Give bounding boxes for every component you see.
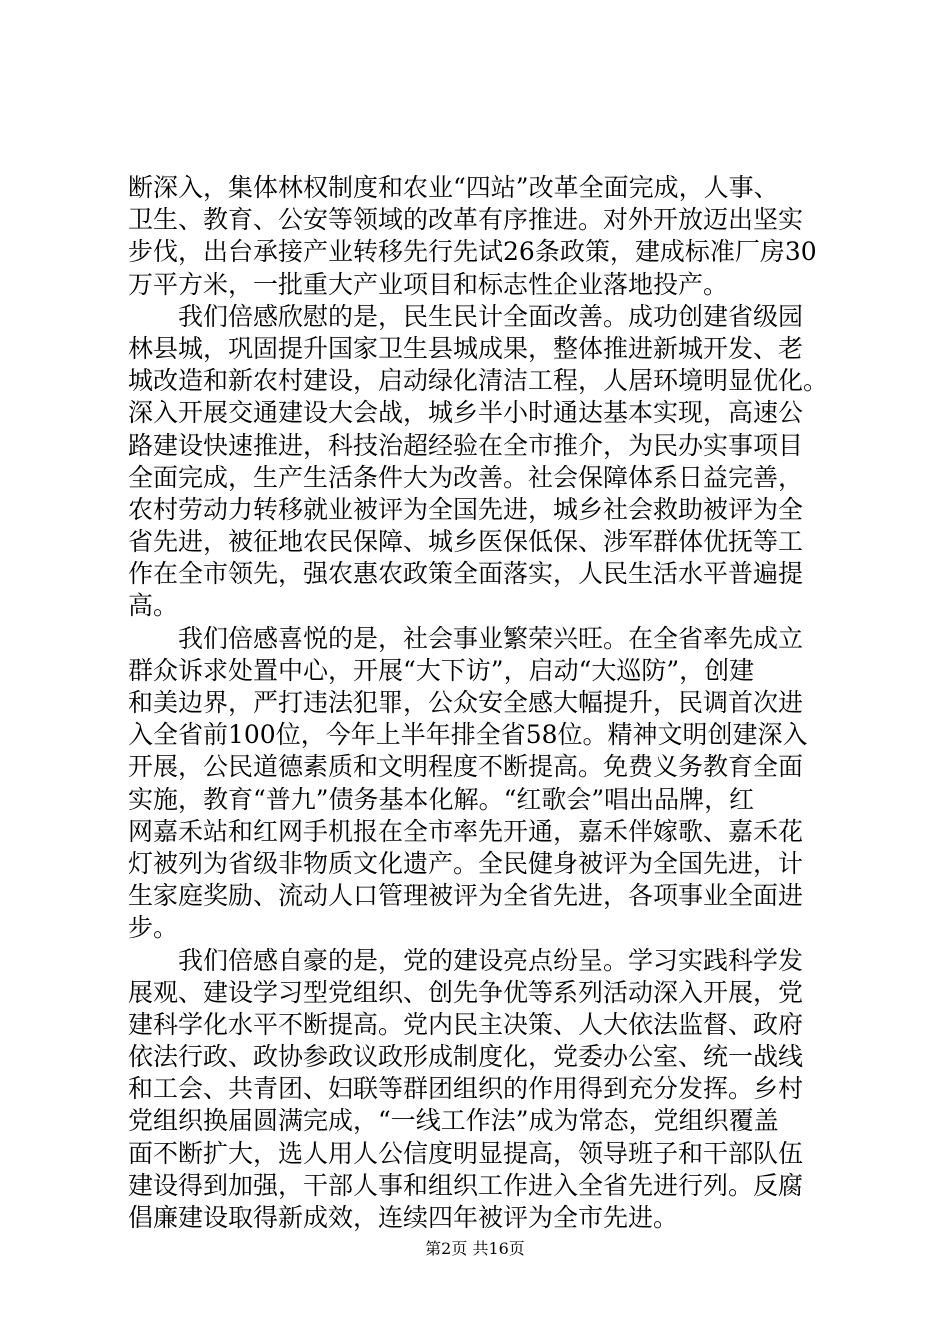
text-line: 依法行政、政协参政议政形成制度化，党委办公室、统一战线 <box>128 1042 804 1072</box>
text-line: 党组织换届圆满完成，“一线工作法”成为常态，党组织覆盖 <box>128 1106 779 1136</box>
text-line: 生家庭奖励、流动人口管理被评为全省先进，各项事业全面进 <box>128 881 804 911</box>
page-footer: 第2页 共16页 <box>425 1239 525 1258</box>
text-line: 作在全市领先，强农惠农政策全面落实，人民生活水平普遍提 <box>128 559 804 589</box>
text-line: 全面完成，生产生活条件大为改善。社会保障体系日益完善， <box>128 462 804 492</box>
text-line: 灯被列为省级非物质文化遗产。全民健身被评为全国先进，计 <box>128 848 804 878</box>
text-line: 我们倍感自豪的是，党的建设亮点纷呈。学习实践科学发 <box>178 945 804 975</box>
document-body <box>128 172 838 1234</box>
text-line: 我们倍感欣慰的是，民生民计全面改善。成功创建省级园 <box>178 301 804 331</box>
paragraph <box>128 945 838 1235</box>
text-line: 城改造和新农村建设，启动绿化清洁工程，人居环境明显优化。 <box>128 366 829 396</box>
text-line: 倡廉建设取得新成效，连续四年被评为全市先进。 <box>128 1203 679 1232</box>
text-line: 农村劳动力转移就业被评为全国先进，城乡社会救助被评为全 <box>128 494 804 524</box>
text-line: 林县城，巩固提升国家卫生县城成果，整体推进新城开发、老 <box>128 333 804 363</box>
text-line: 开展，公民道德素质和文明程度不断提高。免费义务教育全面 <box>128 752 804 782</box>
text-line: 步。 <box>128 913 179 943</box>
text-line: 步伐，出台承接产业转移先行先试26条政策，建成标准厂房30 <box>128 237 817 267</box>
text-line: 网嘉禾站和红网手机报在全市率先开通，嘉禾伴嫁歌、嘉禾花 <box>128 816 804 846</box>
text-line: 面不断扩大，选人用人公信度明显提高，领导班子和干部队伍 <box>128 1138 804 1168</box>
text-line: 建设得到加强，干部人事和组织工作进入全省先进行列。反腐 <box>128 1170 804 1200</box>
text-line: 高。 <box>128 591 179 621</box>
text-line: 卫生、教育、公安等领域的改革有序推进。对外开放迈出坚实 <box>128 205 804 235</box>
text-line: 入全省前100位，今年上半年排全省58位。精神文明创建深入 <box>128 720 808 750</box>
text-line: 展观、建设学习型党组织、创先争优等系列活动深入开展，党 <box>128 977 804 1007</box>
text-line: 和美边界，严打违法犯罪，公众安全感大幅提升，民调首次进 <box>128 688 804 717</box>
text-line: 断深入，集体林权制度和农业“四站”改革全面完成，人事、 <box>128 173 779 202</box>
paragraph <box>128 301 838 623</box>
text-line: 建科学化水平不断提高。党内民主决策、人大依法监督、政府 <box>128 1009 804 1039</box>
text-line: 我们倍感喜悦的是，社会事业繁荣兴旺。在全省率先成立 <box>178 623 804 653</box>
text-line: 群众诉求处置中心，开展“大下访”，启动“大巡防”，创建 <box>128 655 755 685</box>
text-line: 实施，教育“普九”债务基本化解。“红歌会”唱出品牌，红 <box>128 784 755 814</box>
paragraph <box>128 623 838 945</box>
text-line: 省先进，被征地农民保障、城乡医保低保、涉军群体优抚等工 <box>128 527 804 557</box>
text-line: 路建设快速推进，科技治超经验在全市推介，为民办实事项目 <box>128 430 804 460</box>
text-line: 深入开展交通建设大会战，城乡半小时通达基本实现，高速公 <box>128 398 804 428</box>
text-line: 万平方米，一批重大产业项目和标志性企业落地投产。 <box>128 269 729 299</box>
text-line: 和工会、共青团、妇联等群团组织的作用得到充分发挥。乡村 <box>128 1074 804 1104</box>
paragraph <box>128 172 838 301</box>
